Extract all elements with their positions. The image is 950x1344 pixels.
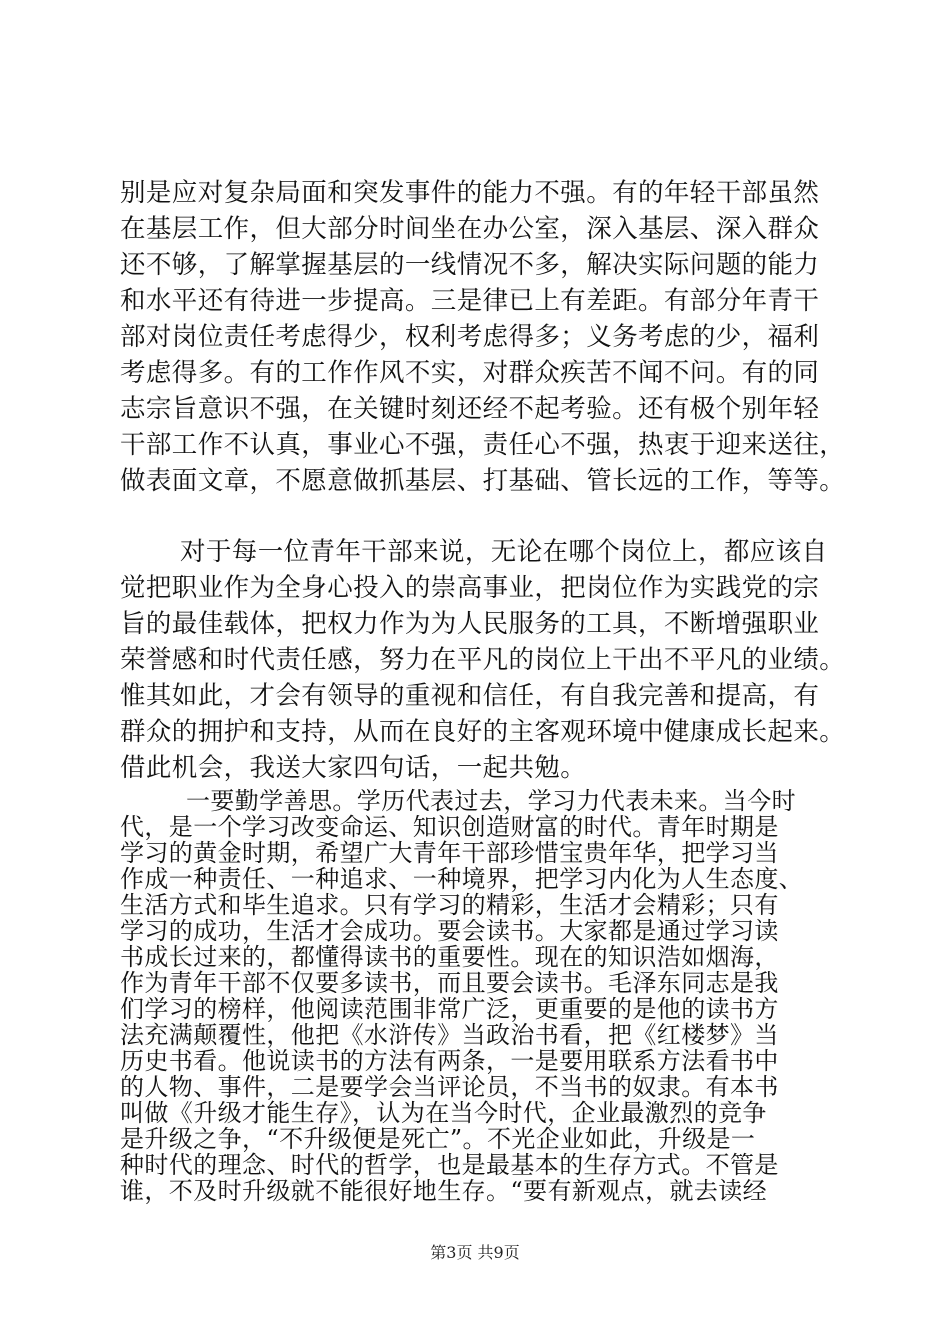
text-line: 学习的黄金时期，希望广大青年干部珍惜宝贵年华，把学习当 <box>120 839 779 867</box>
text-line: 种时代的理念、时代的哲学，也是最基本的生存方式。不管是 <box>120 1151 779 1179</box>
text-line: 觉把职业作为全身心投入的崇高事业，把岗位作为实践党的宗 <box>120 573 820 603</box>
text-line: 做表面文章，不愿意做抓基层、打基础、管长远的工作，等等。 <box>120 466 846 496</box>
text-line: 荣誉感和时代责任感，努力在平凡的岗位上干出不平凡的业绩。 <box>120 645 846 675</box>
text-line: 群众的拥护和支持，从而在良好的主客观环境中健康成长起来。 <box>120 717 846 747</box>
text-line: 叫做《升级才能生存》，认为在当今时代，企业最激烈的竞争 <box>120 1099 767 1127</box>
text-line: 干部工作不认真，事业心不强，责任心不强，热衷于迎来送往， <box>120 430 846 460</box>
text-line: 书成长过来的，都懂得读书的重要性。现在的知识浩如烟海， <box>120 943 779 971</box>
text-line: 借此机会，我送大家四句话，一起共勉。 <box>120 753 587 783</box>
text-line: 旨的最佳载体，把权力作为为人民服务的工具，不断增强职业 <box>120 609 820 639</box>
text-line: 还不够，了解掌握基层的一线情况不多，解决实际问题的能力 <box>120 250 820 280</box>
text-line: 法充满颠覆性，他把《水浒传》当政治书看，把《红楼梦》当 <box>120 1021 779 1049</box>
text-line: 生活方式和毕生追求。只有学习的精彩，生活才会精彩；只有 <box>120 891 779 919</box>
text-line: 部对岗位责任考虑得少，权利考虑得多；义务考虑的少，福利 <box>120 322 820 352</box>
text-line: 别是应对复杂局面和突发事件的能力不强。有的年轻干部虽然 <box>120 178 820 208</box>
text-line: 是升级之争，“不升级便是死亡”。不光企业如此，升级是一 <box>120 1125 756 1153</box>
text-line: 考虑得多。有的工作作风不实，对群众疾苦不闻不问。有的同 <box>120 358 820 388</box>
text-line: 学习的成功，生活才会成功。要会读书。大家都是通过学习读 <box>120 917 779 945</box>
text-line: 惟其如此，才会有领导的重视和信任，有自我完善和提高，有 <box>120 681 820 711</box>
text-line: 在基层工作，但大部分时间坐在办公室，深入基层、深入群众 <box>120 214 820 244</box>
text-line: 谁，不及时升级就不能很好地生存。“要有新观点，就去读经 <box>120 1177 768 1205</box>
text-line: 作为青年干部不仅要多读书，而且要会读书。毛泽东同志是我 <box>120 969 779 997</box>
text-line: 作成一种责任、一种追求、一种境界，把学习内化为人生态度、 <box>120 865 804 893</box>
page-footer: 第3页 共9页 <box>430 1243 520 1262</box>
text-line: 志宗旨意识不强，在关键时刻还经不起考验。还有极个别年轻 <box>120 394 820 424</box>
text-line: 们学习的榜样，他阅读范围非常广泛，更重要的是他的读书方 <box>120 995 779 1023</box>
text-line: 代，是一个学习改变命运、知识创造财富的时代。青年时期是 <box>120 813 779 841</box>
text-line: 和水平还有待进一步提高。三是律已上有差距。有部分年青干 <box>120 286 820 316</box>
text-line: 历史书看。他说读书的方法有两条，一是要用联系方法看书中 <box>120 1047 779 1075</box>
text-line: 的人物、事件，二是要学会当评论员，不当书的奴隶。有本书 <box>120 1073 779 1101</box>
text-line: 对于每一位青年干部来说，无论在哪个岗位上，都应该自 <box>180 537 828 567</box>
text-line: 一要勤学善思。学历代表过去，学习力代表未来。当今时 <box>186 787 796 815</box>
